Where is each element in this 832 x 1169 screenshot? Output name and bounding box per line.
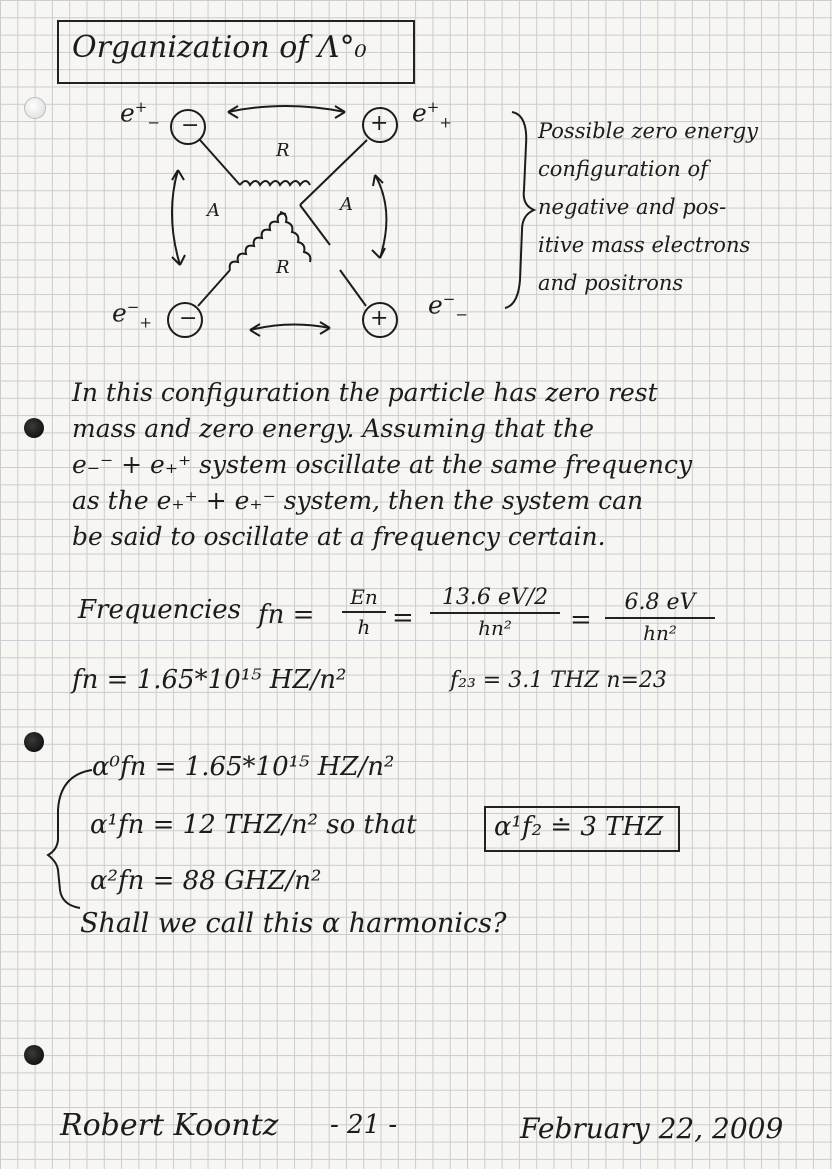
alpha-line: α²fn = 88 GHZ/n² — [90, 866, 322, 896]
eq-frequencies-label: Frequencies — [78, 595, 241, 625]
alpha-line: α¹fn = 12 THZ/n² so that — [90, 810, 417, 840]
boxed-result: α¹f₂ ≐ 3 THZ — [494, 812, 664, 842]
eq-fraction — [342, 585, 386, 639]
label-bottom-right: $e^-_-$ — [428, 290, 468, 324]
eq-lhs: fn = — [258, 600, 315, 630]
paragraph-line: mass and zero energy. Assuming that the — [72, 414, 594, 443]
side-note-line: and positrons — [538, 271, 684, 295]
fraction-bar — [342, 611, 386, 613]
fraction-numerator: En — [350, 585, 378, 609]
label-repulsion: R — [276, 140, 290, 161]
label-top-left: $e^+_-$ — [120, 98, 160, 132]
label-attraction: A — [207, 200, 220, 221]
paragraph-line: e₋⁻ + e₊⁺ system oscillate at the same frequency — [72, 450, 693, 479]
circle-sign: + — [370, 111, 389, 136]
eq-fraction — [605, 590, 715, 645]
eq2-rhs: f₂₃ = 3.1 THZ n=23 — [450, 668, 667, 693]
date: February 22, 2009 — [520, 1112, 784, 1145]
side-note-line: Possible zero energy — [538, 119, 759, 143]
label-top-right: $e^+_+$ — [412, 98, 452, 132]
alpha-line: α⁰fn = 1.65*10¹⁵ HZ/n² — [92, 752, 395, 782]
page-number: - 21 - — [330, 1110, 398, 1140]
fraction-bar — [430, 612, 560, 614]
fraction-denominator: h — [357, 615, 371, 639]
equals-sign: = — [392, 603, 414, 633]
paragraph-line: be said to oscillate at a frequency certain. — [72, 522, 606, 551]
side-note-line: configuration of — [538, 157, 708, 181]
fraction-denominator: hn² — [478, 616, 512, 640]
side-note-line: negative and pos- — [538, 195, 727, 219]
label-bottom-left: $e^-_+$ — [112, 298, 152, 332]
circle-sign: + — [370, 306, 389, 331]
paragraph — [72, 375, 692, 555]
eq2-lhs: fn = 1.65*10¹⁵ HZ/n² — [72, 665, 347, 695]
author-signature: Robert Koontz — [60, 1108, 279, 1143]
fraction-numerator: 6.8 eV — [624, 590, 696, 615]
fraction-numerator: 13.6 eV/2 — [441, 585, 549, 610]
label-attraction: A — [340, 194, 353, 215]
fraction-denominator: hn² — [643, 621, 677, 645]
circle-sign: − — [181, 113, 200, 138]
fraction-bar — [605, 617, 715, 619]
question: Shall we call this α harmonics? — [80, 908, 507, 939]
paragraph-line: In this configuration the particle has zero rest — [72, 378, 658, 407]
eq-fraction — [430, 585, 560, 640]
label-repulsion: R — [276, 257, 290, 278]
circle-sign: − — [179, 306, 198, 331]
paragraph-line: as the e₊⁺ + e₊⁻ system, then the system can — [72, 486, 644, 515]
page-title: Organization of Λ°₀ — [72, 30, 367, 65]
equals-sign: = — [570, 605, 592, 635]
side-note — [538, 112, 758, 302]
side-note-line: itive mass electrons — [538, 233, 751, 257]
